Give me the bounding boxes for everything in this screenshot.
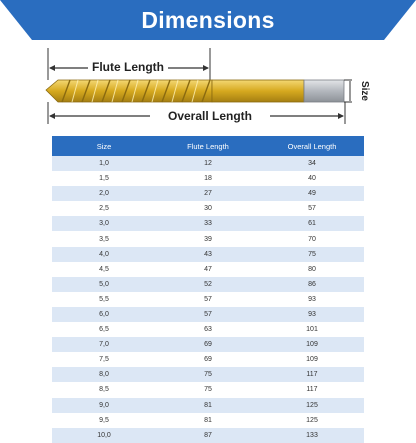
- drill-body: [46, 80, 344, 102]
- table-row: [52, 186, 364, 201]
- table-row: [52, 322, 364, 337]
- table-row: [52, 156, 364, 171]
- cell-flute-length: 39: [204, 235, 212, 243]
- cell-size: 7,0: [99, 341, 109, 349]
- cell-size: 8,0: [99, 371, 109, 379]
- cell-size: 1,0: [99, 160, 109, 168]
- cell-size: 6,5: [99, 326, 109, 334]
- cell-flute-length: 27: [204, 190, 212, 198]
- cell-flute-length: 87: [204, 431, 212, 439]
- cell-size: 3,0: [99, 220, 109, 228]
- table-row: [52, 398, 364, 413]
- cell-size: 7,5: [99, 356, 109, 364]
- cell-flute-length: 81: [204, 416, 212, 424]
- header-flute-length: Flute Length: [187, 141, 229, 151]
- cell-size: 1,5: [99, 175, 109, 183]
- cell-overall-length: 70: [308, 235, 316, 243]
- table-row: [52, 201, 364, 216]
- cell-overall-length: 117: [306, 371, 318, 379]
- cell-size: 2,0: [99, 190, 109, 198]
- table-body: [52, 156, 364, 443]
- flute-length-label: Flute Length: [92, 60, 164, 74]
- cell-size: 6,0: [99, 310, 109, 318]
- cell-flute-length: 47: [204, 265, 212, 273]
- table-row: [52, 231, 364, 246]
- cell-flute-length: 30: [204, 205, 212, 213]
- cell-overall-length: 109: [306, 356, 318, 364]
- overall-length-label: Overall Length: [167, 109, 253, 123]
- cell-size: 9,5: [99, 416, 109, 424]
- cell-flute-length: 57: [204, 295, 212, 303]
- cell-flute-length: 43: [204, 250, 212, 258]
- cell-size: 5,5: [99, 295, 109, 303]
- cell-size: 9,0: [99, 401, 109, 409]
- cell-overall-length: 80: [308, 265, 316, 273]
- cell-overall-length: 34: [308, 160, 316, 168]
- title-banner: [0, 0, 416, 40]
- cell-flute-length: 75: [204, 386, 212, 394]
- cell-overall-length: 93: [308, 295, 316, 303]
- cell-size: 4,5: [99, 265, 109, 273]
- cell-size: 5,0: [99, 280, 109, 288]
- table-row: [52, 428, 364, 443]
- cell-overall-length: 117: [306, 386, 318, 394]
- cell-overall-length: 49: [308, 190, 316, 198]
- cell-overall-length: 57: [308, 205, 316, 213]
- table-row: [52, 413, 364, 428]
- table-row: [52, 307, 364, 322]
- cell-size: 10,0: [97, 431, 111, 439]
- table-row: [52, 171, 364, 186]
- cell-overall-length: 125: [306, 416, 318, 424]
- table-row: [52, 337, 364, 352]
- drill-illustration: [0, 40, 416, 132]
- cell-overall-length: 93: [308, 310, 316, 318]
- table-row: [52, 367, 364, 382]
- table-row: [52, 262, 364, 277]
- cell-overall-length: 109: [306, 341, 318, 349]
- header-size: Size: [96, 141, 112, 151]
- table-row: [52, 352, 364, 367]
- cell-flute-length: 69: [204, 341, 212, 349]
- cell-overall-length: 133: [306, 431, 318, 439]
- cell-flute-length: 63: [204, 326, 212, 334]
- cell-flute-length: 75: [204, 371, 212, 379]
- cell-overall-length: 40: [308, 175, 316, 183]
- cell-size: 2,5: [99, 205, 109, 213]
- size-dimension: [344, 80, 352, 102]
- cell-flute-length: 33: [204, 220, 212, 228]
- table-row: [52, 277, 364, 292]
- cell-flute-length: 57: [204, 310, 212, 318]
- cell-flute-length: 52: [204, 280, 212, 288]
- cell-overall-length: 61: [308, 220, 316, 228]
- size-label: Size: [359, 80, 370, 102]
- cell-size: 4,0: [99, 250, 109, 258]
- cell-flute-length: 81: [204, 401, 212, 409]
- cell-overall-length: 75: [308, 250, 316, 258]
- cell-flute-length: 69: [204, 356, 212, 364]
- table-row: [52, 247, 364, 262]
- page-title: Dimensions: [141, 7, 275, 33]
- table-header: [52, 136, 364, 156]
- drill-diagram: [0, 40, 416, 132]
- cell-flute-length: 12: [204, 160, 212, 168]
- header-overall-length: Overall Length: [287, 141, 337, 151]
- cell-flute-length: 18: [204, 175, 212, 183]
- dimensions-table: [52, 136, 364, 443]
- cell-overall-length: 101: [306, 326, 318, 334]
- cell-size: 3,5: [99, 235, 109, 243]
- table-row: [52, 292, 364, 307]
- table-row: [52, 216, 364, 231]
- cell-size: 8,5: [99, 386, 109, 394]
- cell-overall-length: 125: [306, 401, 318, 409]
- cell-overall-length: 86: [308, 280, 316, 288]
- table-row: [52, 382, 364, 397]
